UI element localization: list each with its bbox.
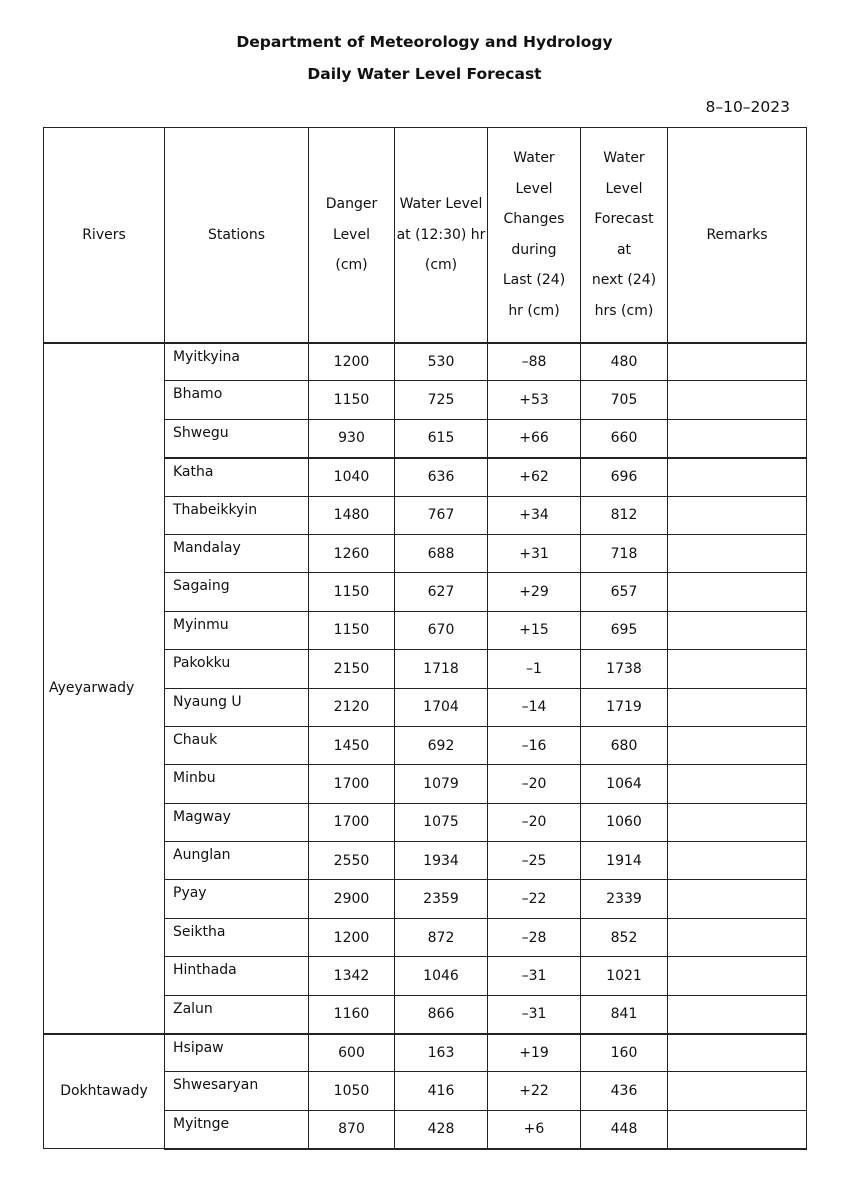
level-change-cell: –25 bbox=[488, 842, 581, 880]
remarks-cell bbox=[668, 458, 807, 496]
water-level-cell: 428 bbox=[395, 1110, 488, 1148]
water-level-cell: 1718 bbox=[395, 650, 488, 688]
water-level-cell: 636 bbox=[395, 458, 488, 496]
forecast-cell: 1914 bbox=[581, 842, 668, 880]
table-body bbox=[44, 343, 807, 1149]
level-change-cell: +62 bbox=[488, 458, 581, 496]
danger-level-cell: 1200 bbox=[309, 918, 395, 956]
forecast-cell: 718 bbox=[581, 534, 668, 572]
remarks-cell bbox=[668, 1034, 807, 1072]
water-level-cell: 163 bbox=[395, 1034, 488, 1072]
level-change-cell: –28 bbox=[488, 918, 581, 956]
header-stations: Stations bbox=[165, 128, 309, 343]
forecast-cell: 660 bbox=[581, 419, 668, 457]
water-level-cell: 615 bbox=[395, 419, 488, 457]
water-level-cell: 2359 bbox=[395, 880, 488, 918]
water-level-cell: 725 bbox=[395, 381, 488, 419]
danger-level-cell: 1150 bbox=[309, 573, 395, 611]
station-name: Shwesaryan bbox=[165, 1072, 309, 1110]
remarks-cell bbox=[668, 573, 807, 611]
header-remarks: Remarks bbox=[668, 128, 807, 343]
danger-level-cell: 1150 bbox=[309, 611, 395, 649]
station-name: Hinthada bbox=[165, 957, 309, 995]
water-level-cell: 1075 bbox=[395, 803, 488, 841]
danger-level-cell: 1450 bbox=[309, 726, 395, 764]
station-name: Minbu bbox=[165, 765, 309, 803]
water-level-cell: 670 bbox=[395, 611, 488, 649]
water-level-cell: 688 bbox=[395, 534, 488, 572]
water-level-cell: 1934 bbox=[395, 842, 488, 880]
level-change-cell: –14 bbox=[488, 688, 581, 726]
forecast-cell: 160 bbox=[581, 1034, 668, 1072]
remarks-cell bbox=[668, 1110, 807, 1148]
document-title: Department of Meteorology and Hydrology bbox=[236, 33, 613, 51]
forecast-cell: 2339 bbox=[581, 880, 668, 918]
level-change-cell: +53 bbox=[488, 381, 581, 419]
remarks-cell bbox=[668, 880, 807, 918]
station-name: Thabeikkyin bbox=[165, 496, 309, 534]
table-header-row bbox=[44, 128, 807, 343]
header-danger-level: Danger Level (cm) bbox=[309, 128, 395, 343]
remarks-cell bbox=[668, 995, 807, 1033]
level-change-cell: +19 bbox=[488, 1034, 581, 1072]
danger-level-cell: 1040 bbox=[309, 458, 395, 496]
danger-level-cell: 870 bbox=[309, 1110, 395, 1148]
table-row bbox=[44, 343, 807, 381]
danger-level-cell: 1700 bbox=[309, 803, 395, 841]
station-name: Pyay bbox=[165, 880, 309, 918]
water-level-cell: 872 bbox=[395, 918, 488, 956]
danger-level-cell: 1150 bbox=[309, 381, 395, 419]
level-change-cell: +34 bbox=[488, 496, 581, 534]
level-change-cell: –20 bbox=[488, 765, 581, 803]
station-name: Pakokku bbox=[165, 650, 309, 688]
water-level-cell: 416 bbox=[395, 1072, 488, 1110]
remarks-cell bbox=[668, 765, 807, 803]
station-name: Mandalay bbox=[165, 534, 309, 572]
station-name: Hsipaw bbox=[165, 1034, 309, 1072]
remarks-cell bbox=[668, 419, 807, 457]
river-name: Ayeyarwady bbox=[44, 343, 165, 1034]
level-change-cell: –31 bbox=[488, 995, 581, 1033]
document-subtitle: Daily Water Level Forecast bbox=[307, 65, 542, 83]
level-change-cell: +22 bbox=[488, 1072, 581, 1110]
forecast-cell: 1719 bbox=[581, 688, 668, 726]
remarks-cell bbox=[668, 1072, 807, 1110]
danger-level-cell: 2150 bbox=[309, 650, 395, 688]
forecast-cell: 1064 bbox=[581, 765, 668, 803]
header-rivers: Rivers bbox=[44, 128, 165, 343]
remarks-cell bbox=[668, 343, 807, 381]
station-name: Magway bbox=[165, 803, 309, 841]
remarks-cell bbox=[668, 650, 807, 688]
forecast-cell: 841 bbox=[581, 995, 668, 1033]
forecast-cell: 696 bbox=[581, 458, 668, 496]
forecast-cell: 1738 bbox=[581, 650, 668, 688]
danger-level-cell: 1342 bbox=[309, 957, 395, 995]
station-name: Shwegu bbox=[165, 419, 309, 457]
danger-level-cell: 930 bbox=[309, 419, 395, 457]
water-level-table bbox=[43, 127, 807, 1150]
level-change-cell: –20 bbox=[488, 803, 581, 841]
forecast-cell: 705 bbox=[581, 381, 668, 419]
forecast-cell: 657 bbox=[581, 573, 668, 611]
danger-level-cell: 1480 bbox=[309, 496, 395, 534]
station-name: Aunglan bbox=[165, 842, 309, 880]
remarks-cell bbox=[668, 611, 807, 649]
danger-level-cell: 1050 bbox=[309, 1072, 395, 1110]
water-level-cell: 692 bbox=[395, 726, 488, 764]
level-change-cell: +31 bbox=[488, 534, 581, 572]
remarks-cell bbox=[668, 688, 807, 726]
header-level-changes: Water Level Changes during Last (24) hr (cm) bbox=[488, 128, 581, 343]
remarks-cell bbox=[668, 918, 807, 956]
danger-level-cell: 1700 bbox=[309, 765, 395, 803]
level-change-cell: +29 bbox=[488, 573, 581, 611]
header-water-level: Water Level at (12:30) hr (cm) bbox=[395, 128, 488, 343]
danger-level-cell: 2900 bbox=[309, 880, 395, 918]
level-change-cell: +6 bbox=[488, 1110, 581, 1148]
level-change-cell: –88 bbox=[488, 343, 581, 381]
danger-level-cell: 1160 bbox=[309, 995, 395, 1033]
level-change-cell: –16 bbox=[488, 726, 581, 764]
table-row bbox=[44, 1034, 807, 1072]
station-name: Bhamo bbox=[165, 381, 309, 419]
water-level-cell: 1079 bbox=[395, 765, 488, 803]
station-name: Myitkyina bbox=[165, 343, 309, 381]
level-change-cell: –22 bbox=[488, 880, 581, 918]
level-change-cell: –1 bbox=[488, 650, 581, 688]
remarks-cell bbox=[668, 496, 807, 534]
water-level-cell: 530 bbox=[395, 343, 488, 381]
forecast-date: 8–10–2023 bbox=[705, 98, 790, 116]
water-level-cell: 627 bbox=[395, 573, 488, 611]
level-change-cell: –31 bbox=[488, 957, 581, 995]
station-name: Sagaing bbox=[165, 573, 309, 611]
header-level-forecast: Water Level Forecast at next (24) hrs (cm) bbox=[581, 128, 668, 343]
forecast-cell: 480 bbox=[581, 343, 668, 381]
station-name: Katha bbox=[165, 458, 309, 496]
level-change-cell: +15 bbox=[488, 611, 581, 649]
station-name: Seiktha bbox=[165, 918, 309, 956]
danger-level-cell: 1200 bbox=[309, 343, 395, 381]
water-level-cell: 866 bbox=[395, 995, 488, 1033]
station-name: Myinmu bbox=[165, 611, 309, 649]
forecast-cell: 680 bbox=[581, 726, 668, 764]
forecast-cell: 852 bbox=[581, 918, 668, 956]
danger-level-cell: 2120 bbox=[309, 688, 395, 726]
water-level-cell: 1704 bbox=[395, 688, 488, 726]
remarks-cell bbox=[668, 381, 807, 419]
level-change-cell: +66 bbox=[488, 419, 581, 457]
water-level-cell: 1046 bbox=[395, 957, 488, 995]
remarks-cell bbox=[668, 803, 807, 841]
forecast-cell: 695 bbox=[581, 611, 668, 649]
forecast-cell: 1021 bbox=[581, 957, 668, 995]
remarks-cell bbox=[668, 534, 807, 572]
forecast-cell: 448 bbox=[581, 1110, 668, 1148]
remarks-cell bbox=[668, 957, 807, 995]
danger-level-cell: 600 bbox=[309, 1034, 395, 1072]
station-name: Myitnge bbox=[165, 1110, 309, 1148]
water-level-cell: 767 bbox=[395, 496, 488, 534]
station-name: Chauk bbox=[165, 726, 309, 764]
danger-level-cell: 2550 bbox=[309, 842, 395, 880]
station-name: Zalun bbox=[165, 995, 309, 1033]
forecast-cell: 1060 bbox=[581, 803, 668, 841]
river-name: Dokhtawady bbox=[44, 1034, 165, 1149]
forecast-cell: 436 bbox=[581, 1072, 668, 1110]
danger-level-cell: 1260 bbox=[309, 534, 395, 572]
remarks-cell bbox=[668, 726, 807, 764]
remarks-cell bbox=[668, 842, 807, 880]
forecast-cell: 812 bbox=[581, 496, 668, 534]
station-name: Nyaung U bbox=[165, 688, 309, 726]
